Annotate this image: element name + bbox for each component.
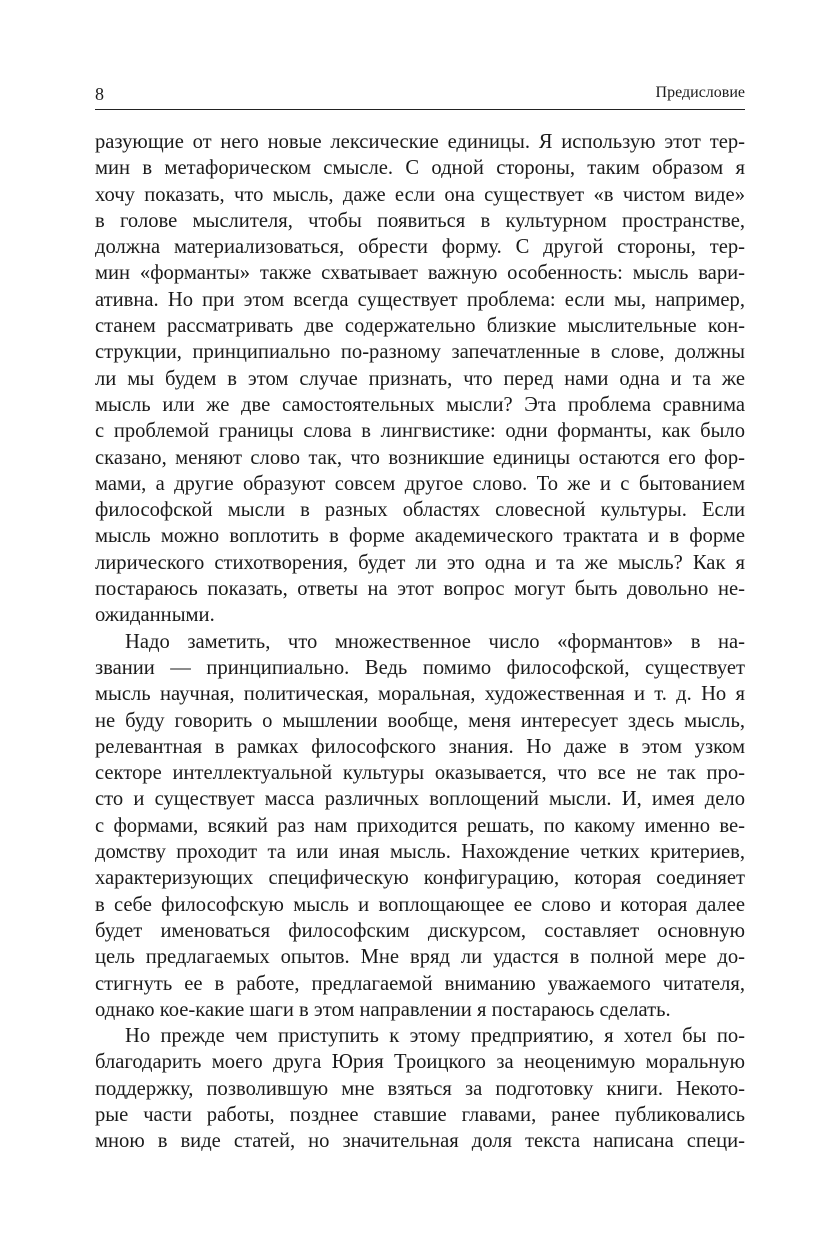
text-line: сказано, меняют слово так, что возникшие единицы остаются его фор- (95, 446, 745, 469)
text-line: станем рассматривать две содержательно близкие мыслительные кон- (95, 315, 745, 338)
text-line: мною в виде статей, но значительная доля текста написана специ- (95, 1130, 745, 1153)
text-line: рые части работы, позднее ставшие главами, ранее публиковались (95, 1103, 745, 1126)
text-line: однако кое-какие шаги в этом направлении я постараюсь сделать. (95, 998, 671, 1021)
text-line: звании — принципиально. Ведь помимо философской, существует (95, 656, 745, 679)
text-line: сто и существует масса различных воплощений мысли. И, имея дело (95, 788, 745, 811)
text-line: секторе интеллектуальной культуры оказывается, что все не так про- (95, 762, 745, 785)
text-line: постараюсь показать, ответы на этот вопрос могут быть довольно не- (95, 578, 745, 601)
text-line: в голове мыслителя, чтобы появиться в культурном пространстве, (95, 209, 745, 232)
text-line: струкции, принципиально по-разному запечатленные в слове, должны (95, 341, 745, 364)
text-line: стигнуть ее в работе, предлагаемой вниманию уважаемого читателя, (95, 972, 745, 995)
paragraph (95, 629, 745, 1023)
paragraph (95, 1023, 745, 1154)
text-line: домству проходит та или иная мысль. Нахождение четких критериев, (95, 841, 745, 864)
page-header (95, 80, 745, 110)
text-line: характеризующих специфическую конфигурацию, которая соединяет (95, 867, 745, 890)
text-line: разующие от него новые лексические единицы. Я использую этот тер- (95, 131, 745, 153)
text-line: ожиданными. (95, 604, 215, 627)
text-line: с проблемой границы слова в лингвистике: одни форманты, как было (95, 420, 745, 443)
text-line: будет именоваться философским дискурсом, составляет основную (95, 919, 745, 942)
text-line: не буду говорить о мышлении вообще, меня интересует здесь мысль, (95, 709, 745, 732)
text-line: с формами, всякий раз нам приходится решать, по какому именно ве- (95, 814, 745, 837)
text-line: релевантная в рамках философского знания. Но даже в этом узком (95, 735, 745, 758)
paragraph (95, 129, 745, 629)
text-line: ли мы будем в этом случае признать, что перед нами одна и та же (95, 367, 745, 390)
text-line: благодарить моего друга Юрия Троицкого за неоценимую моральную (95, 1051, 745, 1074)
text-line: Но прежде чем приступить к этому предприятию, я хотел бы по- (125, 1025, 745, 1048)
text-line: мин в метафорическом смысле. С одной стороны, таким образом я (95, 157, 745, 180)
page-number: 8 (95, 84, 104, 104)
running-head: Предисловие (655, 84, 745, 101)
text-line: Надо заметить, что множественное число «формантов» в на- (125, 630, 745, 653)
text-line: должна материализоваться, обрести форму. С другой стороны, тер- (95, 236, 745, 259)
text-line: хочу показать, что мысль, даже если она существует «в чистом виде» (95, 183, 745, 206)
text-line: цель предлагаемых опытов. Мне вряд ли удастся в полной мере до- (95, 946, 745, 969)
text-line: в себе философскую мысль и воплощающее ее слово и которая далее (95, 893, 745, 916)
text-line: поддержку, позволившую мне взяться за подготовку книги. Некото- (95, 1077, 745, 1100)
body-text (95, 129, 745, 1155)
text-line: ативна. Но при этом всегда существует проблема: если мы, например, (95, 288, 745, 311)
text-line: мами, а другие образуют совсем другое слово. То же и с бытованием (95, 472, 745, 495)
text-line: лирического стихотворения, будет ли это одна и та же мысль? Как я (95, 551, 745, 574)
text-line: мысль можно воплотить в форме академического трактата и в форме (95, 525, 745, 548)
text-line: философской мысли в разных областях словесной культуры. Если (95, 499, 745, 522)
text-line: мысль научная, политическая, моральная, художественная и т. д. Но я (95, 683, 745, 706)
text-line: мысль или же две самостоятельных мысли? Эта проблема сравнима (95, 393, 745, 416)
text-line: мин «форманты» также схватывает важную особенность: мысль вари- (95, 262, 745, 285)
